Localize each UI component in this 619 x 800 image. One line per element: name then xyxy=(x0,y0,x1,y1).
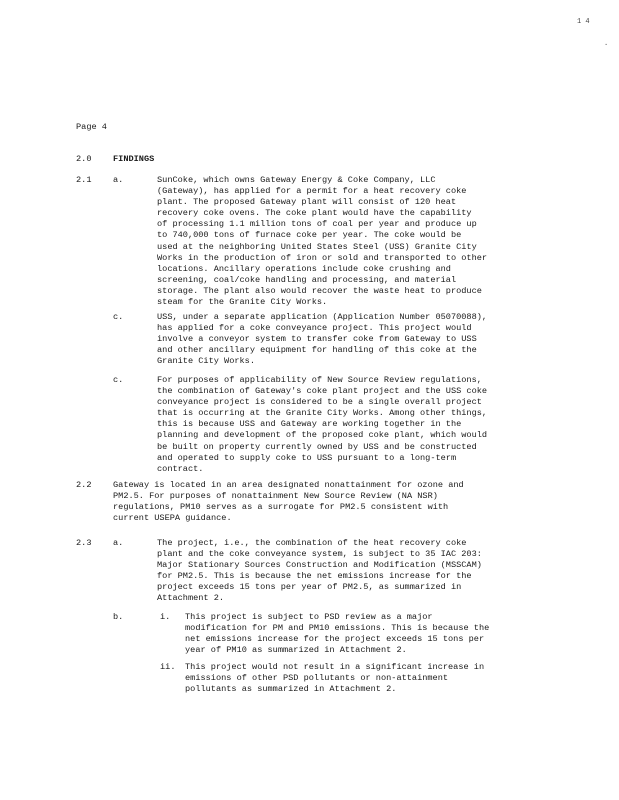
page-label: Page 4 xyxy=(76,122,107,132)
finding-2-3-b-label: b. xyxy=(113,612,124,622)
finding-2-1-d-text: For purposes of applicability of New Source Review regulations, the combination of Gateway's coke plant project and the USS coke conveyance project is considered to be a single overall project that is occurring at the Granite City Works. Among other things, this is because USS and Gateway are working together in the planning and development of the proposed coke plant, which would be built on property currently owned by USS and be constructed and operated to supply coke to USS pursuant to a long-term contract. xyxy=(157,375,488,474)
finding-2-1-c-label: c. xyxy=(113,312,124,322)
finding-2-3-b-ii-text: This project would not result in a significant increase in emissions of other PSD pollutants or non-attainment pollutants as summarized in Attachment 2. xyxy=(185,662,485,695)
finding-2-1-d-label: c. xyxy=(113,375,124,385)
finding-number-2-3: 2.3 xyxy=(76,538,92,548)
finding-2-3-a-label: a. xyxy=(113,538,124,548)
corner-mark: 1 4 xyxy=(577,18,590,26)
finding-2-3-b-i-text: This project is subject to PSD review as a major modification for PM and PM10 emissions. This is because the net emissions increase for the project exceeds 15 tons per year of PM10 as summarized in Attachment 2. xyxy=(185,612,490,656)
section-title: FINDINGS xyxy=(113,154,155,164)
corner-dot: . xyxy=(604,40,609,48)
finding-2-3-a-text: The project, i.e., the combination of the heat recovery coke plant and the coke conveyance system, is subject to 35 IAC 203: Major Stationary Sources Construction and Modification (MSSCAM) for PM2.5. This is because the net emissions increase for the project exceeds 15 tons per year of PM2.5, as summarized in Attachment 2. xyxy=(157,538,482,604)
finding-2-2-text: Gateway is located in an area designated nonattainment for ozone and PM2.5. For purposes of nonattainment New Source Review (NA NSR) regulations, PM10 serves as a surrogate for PM2.5 consistent with current USEPA guidance. xyxy=(113,480,464,524)
finding-2-1-c-text: USS, under a separate application (Application Number 05070088), has applied for a coke conveyance project. This project would involve a conveyor system to transfer coke from Gateway to USS and other ancillary equipment for handling of this coke at the Granite City Works. xyxy=(157,312,488,367)
finding-2-3-b-ii-label: ii. xyxy=(160,662,176,672)
finding-number-2-2: 2.2 xyxy=(76,480,92,490)
finding-2-3-b-i-label: i. xyxy=(160,612,171,622)
finding-2-1-a-text: SunCoke, which owns Gateway Energy & Coke Company, LLC (Gateway), has applied for a permit for a heat recovery coke plant. The proposed Gateway plant will consist of 120 heat recovery coke ovens. The coke plant would have the capability of processing 1.1 million tons of coal per year and produce up to 740,000 tons of furnace coke per year. The coke would be used at the neighboring United States Steel (USS) Granite City Works in the production of iron or sold and transported to other locations. Ancillary operations include coke crushing and screening, coal/coke handling and processing, and material storage. The plant also would recover the waste heat to produce steam for the Granite City Works. xyxy=(157,175,488,308)
section-number: 2.0 xyxy=(76,154,92,164)
finding-2-1-a-label: a. xyxy=(113,175,124,185)
finding-number-2-1: 2.1 xyxy=(76,175,92,185)
